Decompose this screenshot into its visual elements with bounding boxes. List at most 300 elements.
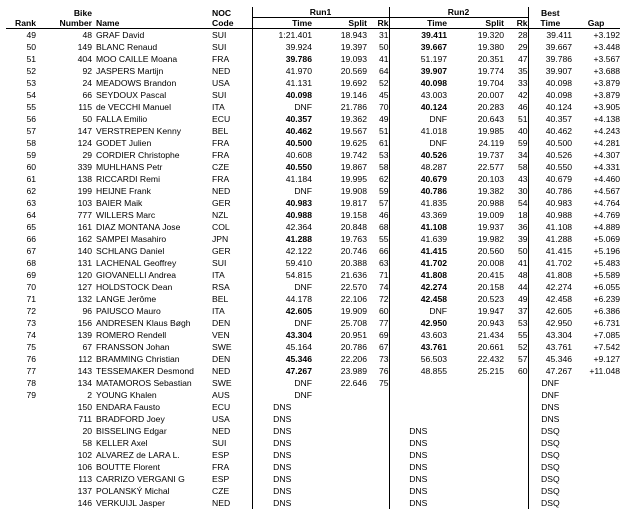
best-time-cell: 40.098 — [528, 89, 572, 101]
run1-time-cell: 40.608 — [252, 149, 312, 161]
best-time-cell: 41.808 — [528, 269, 572, 281]
run2-split-cell: 25.215 — [477, 366, 505, 376]
gap-cell: +4.889 — [593, 222, 621, 232]
best-time-cell: DNF — [528, 389, 572, 401]
run2-rk-cell — [504, 473, 528, 485]
run1-split-cell — [312, 473, 367, 485]
gap-cell: +5.483 — [593, 258, 621, 268]
rank-cell: 71 — [26, 294, 36, 304]
gap-cell: +4.769 — [593, 210, 621, 220]
rider-name-cell: MATAMOROS Sebastian — [96, 378, 192, 388]
run1-time-cell: DNS — [252, 401, 312, 413]
table-row — [6, 365, 620, 377]
bike-number-cell: 199 — [77, 186, 92, 196]
run2-split-cell — [447, 449, 504, 461]
run2-time-cell: 43.003 — [389, 89, 447, 101]
run1-time-cell: 44.178 — [252, 293, 312, 305]
noc-code-cell: RSA — [212, 282, 230, 292]
run2-split-cell: 20.351 — [477, 54, 505, 64]
rider-name-cell: CORDIER Christophe — [96, 150, 180, 160]
noc-code-cell: USA — [212, 78, 230, 88]
run1-rk-cell: 58 — [378, 162, 389, 172]
table-row — [6, 41, 620, 53]
gap-cell: +3.879 — [593, 90, 621, 100]
gap-cell — [572, 437, 620, 449]
run2-header: Run2 — [389, 7, 528, 18]
rider-name-cell: ANDRESEN Klaus Bøgh — [96, 318, 191, 328]
run1-rk-cell: 63 — [378, 258, 389, 268]
noc-code-cell: NED — [212, 426, 231, 436]
run2-time-cell: DNS — [389, 449, 447, 461]
noc-code-cell: ITA — [212, 270, 225, 280]
rank-cell: 63 — [26, 198, 36, 208]
best-time-cell: 43.761 — [528, 341, 572, 353]
table-row — [6, 221, 620, 233]
run2-split-cell: 19.320 — [477, 30, 505, 40]
rank-cell: 77 — [26, 366, 36, 376]
run1-header: Run1 — [252, 7, 389, 18]
rider-name-cell: WILLERS Marc — [96, 210, 156, 220]
table-row — [6, 353, 620, 365]
best-time-cell: 40.983 — [528, 197, 572, 209]
rider-name-cell: RICCARDI Remi — [96, 174, 160, 184]
run2-rk-cell: 48 — [518, 270, 528, 280]
bike-number-cell: 66 — [82, 90, 92, 100]
table-row — [6, 329, 620, 341]
rider-name-cell: DIAZ MONTANA Jose — [96, 222, 181, 232]
noc-code-cell: NED — [212, 366, 231, 376]
table-row — [6, 281, 620, 293]
run1-rk-cell: 57 — [378, 198, 389, 208]
run1-rk-cell — [367, 401, 389, 413]
run1-rk-cell — [367, 497, 389, 509]
noc-code-cell: VEN — [212, 330, 230, 340]
gap-cell: +5.589 — [593, 270, 621, 280]
table-row — [6, 137, 620, 149]
gap-cell: +11.048 — [589, 366, 621, 376]
run1-time-cell: DNF — [252, 377, 312, 389]
run2-time-cell: DNS — [389, 437, 447, 449]
bike-number-cell: 140 — [77, 246, 92, 256]
run1-rk-cell: 31 — [378, 30, 389, 40]
run2-time-cell: 41.018 — [389, 125, 447, 137]
noc-code-cell: FRA — [212, 54, 230, 64]
run1-split-cell: 19.397 — [340, 42, 367, 52]
table-row — [6, 29, 620, 42]
run1-rk-cell: 50 — [378, 42, 389, 52]
rank-cell: 79 — [26, 390, 36, 400]
table-row — [6, 437, 620, 449]
run2-split-cell: 19.704 — [477, 78, 505, 88]
run1-split-header: Split — [312, 18, 367, 29]
run2-time-cell: 43.369 — [389, 209, 447, 221]
run1-rk-cell: 45 — [378, 90, 389, 100]
run1-time-cell: 41.288 — [252, 233, 312, 245]
run2-split-header: Split — [447, 18, 504, 29]
gap-cell — [572, 401, 620, 413]
run2-split-cell — [447, 497, 504, 509]
run2-time-cell: 39.907 — [389, 65, 447, 77]
run2-split-cell: 20.008 — [477, 258, 505, 268]
rider-name-cell: VERKUIJL Jasper — [96, 498, 165, 508]
rider-name-cell: POLANSKÝ Michal — [96, 486, 170, 496]
run2-rk-cell: 59 — [518, 138, 528, 148]
run2-split-cell: 19.985 — [477, 126, 505, 136]
run1-time-cell: 42.122 — [252, 245, 312, 257]
run2-rk-cell: 29 — [518, 42, 528, 52]
run1-rk-cell: 76 — [378, 366, 389, 376]
run2-split-cell: 19.937 — [477, 222, 505, 232]
rider-name-cell: BRAMMING Christian — [96, 354, 180, 364]
run2-time-cell: 41.808 — [389, 269, 447, 281]
gap-cell: +6.239 — [593, 294, 621, 304]
gap-cell — [572, 413, 620, 425]
run1-rk-cell: 69 — [378, 330, 389, 340]
best-time-cell: 41.288 — [528, 233, 572, 245]
gap-cell — [572, 389, 620, 401]
rank-cell: 72 — [26, 306, 36, 316]
run2-rk-cell — [504, 425, 528, 437]
table-row — [6, 89, 620, 101]
gap-cell — [572, 449, 620, 461]
run1-time-cell: 39.786 — [252, 53, 312, 65]
run2-rk-cell: 41 — [518, 258, 528, 268]
run2-rk-cell — [504, 485, 528, 497]
rank-cell: 51 — [26, 54, 36, 64]
rider-name-cell: PAIUSCO Mauro — [96, 306, 161, 316]
bike-number-cell: 147 — [77, 126, 92, 136]
table-row — [6, 185, 620, 197]
bike-number-cell: 29 — [82, 150, 92, 160]
run1-rk-cell: 52 — [378, 78, 389, 88]
run1-time-cell: DNS — [252, 485, 312, 497]
bike-number-cell: 711 — [78, 414, 92, 424]
rank-cell: 64 — [26, 210, 36, 220]
best-time-cell: 40.526 — [528, 149, 572, 161]
run1-rk-cell: 74 — [378, 282, 389, 292]
rank-cell — [6, 437, 36, 449]
run2-rk-cell: 30 — [518, 186, 528, 196]
best-time-cell: DNF — [528, 377, 572, 389]
run2-split-cell: 24.119 — [478, 138, 505, 148]
table-row — [6, 413, 620, 425]
run1-split-cell — [312, 437, 367, 449]
best-time-cell: 40.357 — [528, 113, 572, 125]
rank-cell: 56 — [26, 114, 36, 124]
best-time-cell: 40.098 — [528, 77, 572, 89]
run2-split-cell: 19.947 — [477, 306, 505, 316]
table-row — [6, 485, 620, 497]
run1-split-cell — [312, 485, 367, 497]
best-time-cell: 39.907 — [528, 65, 572, 77]
run1-time-cell: DNF — [252, 185, 312, 197]
best-time-cell: 40.124 — [528, 101, 572, 113]
run1-time-cell: 45.346 — [252, 353, 312, 365]
gap-cell: +3.879 — [593, 78, 621, 88]
rank-cell: 67 — [26, 246, 36, 256]
rank-cell — [6, 497, 36, 509]
run1-split-cell: 20.848 — [340, 222, 367, 232]
noc-code-cell: NED — [212, 186, 231, 196]
bike-number-cell: 138 — [77, 174, 92, 184]
bike-number-cell: 48 — [82, 30, 92, 40]
noc-code-cell: SWE — [212, 378, 232, 388]
run1-time-cell: 47.267 — [252, 365, 312, 377]
run1-split-cell: 20.951 — [340, 330, 367, 340]
rank-cell — [6, 401, 36, 413]
table-row — [6, 425, 620, 437]
bike-number-cell: 92 — [82, 66, 92, 76]
noc-code-cell: SUI — [212, 30, 227, 40]
best-time-cell: 39.667 — [528, 41, 572, 53]
table-row — [6, 401, 620, 413]
noc-code-cell: ITA — [212, 102, 225, 112]
best-time-cell: 45.346 — [528, 353, 572, 365]
gap-cell: +3.448 — [593, 42, 621, 52]
gap-cell — [572, 425, 620, 437]
run2-split-cell: 20.523 — [477, 294, 505, 304]
run1-split-cell — [312, 449, 367, 461]
rider-name-cell: ROMERO Rendell — [96, 330, 167, 340]
run1-time-cell: 41.131 — [252, 77, 312, 89]
run1-rk-cell: 46 — [378, 210, 389, 220]
run2-time-cell: DNS — [389, 485, 447, 497]
run1-rk-cell — [367, 437, 389, 449]
run1-split-cell: 19.763 — [340, 234, 367, 244]
run2-time-cell: DNS — [389, 473, 447, 485]
bike-number-cell: 50 — [82, 114, 92, 124]
run2-split-cell: 20.643 — [477, 114, 505, 124]
rank-cell: 65 — [26, 222, 36, 232]
run1-time-cell: DNS — [252, 461, 312, 473]
gap-cell: +4.138 — [593, 114, 621, 124]
gap-cell: +3.567 — [593, 54, 621, 64]
run1-split-cell: 19.909 — [340, 306, 367, 316]
run1-rk-cell: 61 — [378, 138, 389, 148]
noc-code-cell: AUS — [212, 390, 230, 400]
rider-name-cell: LANGE Jerôme — [96, 294, 157, 304]
run2-time-cell: DNS — [389, 497, 447, 509]
run1-time-cell: 45.164 — [252, 341, 312, 353]
rank-cell: 75 — [26, 342, 36, 352]
table-row — [6, 293, 620, 305]
table-row — [6, 233, 620, 245]
noc-code-cell: USA — [212, 414, 230, 424]
run1-rk-cell: 55 — [378, 234, 389, 244]
rank-cell: 76 — [26, 354, 36, 364]
gap-cell — [572, 461, 620, 473]
run1-split-cell: 19.625 — [340, 138, 367, 148]
gap-cell: +4.243 — [593, 126, 621, 136]
noc-code-cell: ECU — [212, 114, 231, 124]
run2-time-cell: 39.667 — [389, 41, 447, 53]
run2-split-cell: 20.415 — [477, 270, 505, 280]
rider-name-cell: JASPERS Martijn — [96, 66, 164, 76]
table-row — [6, 113, 620, 125]
bike-number-cell: 20 — [82, 426, 92, 436]
table-row — [6, 53, 620, 65]
run1-time-cell: 40.357 — [252, 113, 312, 125]
run2-time-header: Time — [389, 18, 447, 29]
rank-cell: 58 — [26, 138, 36, 148]
rider-name-cell: MOO CAILLE Moana — [96, 54, 178, 64]
run2-rk-cell: 18 — [518, 210, 528, 220]
run1-rk-cell — [367, 473, 389, 485]
run1-rk-cell: 51 — [378, 126, 389, 136]
run2-rk-cell — [504, 377, 528, 389]
table-row — [6, 65, 620, 77]
run2-split-cell: 20.283 — [477, 102, 505, 112]
rider-name-cell: VERSTREPEN Kenny — [96, 126, 182, 136]
run1-split-cell: 19.567 — [340, 126, 367, 136]
noc-code-cell: ESP — [212, 474, 230, 484]
run1-rk-cell: 72 — [378, 294, 389, 304]
run2-rk-cell: 60 — [518, 366, 528, 376]
results-table — [6, 7, 620, 509]
run2-time-cell: DNF — [389, 137, 447, 149]
rider-name-cell: FRANSSON Johan — [96, 342, 170, 352]
best-time-cell: 41.702 — [528, 257, 572, 269]
noc-code-cell: GER — [212, 246, 231, 256]
best-time-cell: DSQ — [528, 461, 572, 473]
table-row — [6, 269, 620, 281]
noc-code-cell: ECU — [212, 402, 231, 412]
noc-code-cell: FRA — [212, 150, 230, 160]
table-row — [6, 245, 620, 257]
rider-name-cell: KELLER Axel — [96, 438, 148, 448]
run1-rk-cell: 49 — [378, 114, 389, 124]
run2-split-cell: 20.007 — [477, 90, 505, 100]
run1-time-cell: 54.815 — [252, 269, 312, 281]
gap-cell: +6.386 — [593, 306, 621, 316]
gap-cell: +4.460 — [593, 174, 621, 184]
rider-name-cell: GRAF David — [96, 30, 145, 40]
rider-name-cell: MEADOWS Brandon — [96, 78, 177, 88]
best-time-cell: 42.274 — [528, 281, 572, 293]
noc-code-cell: FRA — [212, 174, 230, 184]
run2-rk-cell: 43 — [518, 174, 528, 184]
run2-split-cell: 20.988 — [477, 198, 505, 208]
run1-rk-cell: 59 — [378, 186, 389, 196]
table-row — [6, 125, 620, 137]
rider-name-cell: CARRIZO VERGANI G — [96, 474, 185, 484]
bike-number-cell: 106 — [77, 462, 92, 472]
run1-split-cell: 23.989 — [340, 366, 367, 376]
run2-rk-cell: 44 — [518, 282, 528, 292]
noc-code-cell: NED — [212, 498, 231, 508]
run2-time-cell: 48.287 — [389, 161, 447, 173]
run1-time-cell: 42.605 — [252, 305, 312, 317]
table-row — [6, 449, 620, 461]
best-time-cell: DSQ — [528, 437, 572, 449]
noc-code-cell: COL — [212, 222, 230, 232]
rider-name-cell: GIOVANELLI Andrea — [96, 270, 177, 280]
run2-rk-cell: 57 — [518, 354, 528, 364]
rank-cell: 69 — [26, 270, 36, 280]
run1-rk-cell: 75 — [378, 378, 389, 388]
run2-time-cell: 56.503 — [389, 353, 447, 365]
run2-rk-cell: 28 — [518, 30, 528, 40]
table-row — [6, 77, 620, 89]
run2-time-cell — [389, 413, 447, 425]
run2-time-cell — [389, 377, 447, 389]
run1-rk-cell — [367, 485, 389, 497]
run2-rk-cell — [504, 449, 528, 461]
best-time-cell: 40.462 — [528, 125, 572, 137]
run2-time-cell — [389, 401, 447, 413]
table-row — [6, 497, 620, 509]
run2-time-cell: 51.197 — [389, 53, 447, 65]
rider-name-cell: de VECCHI Manuel — [96, 102, 171, 112]
run2-split-cell: 20.158 — [477, 282, 505, 292]
run2-time-cell: 42.950 — [389, 317, 447, 329]
run1-split-cell — [312, 461, 367, 473]
best-time-cell: 40.679 — [528, 173, 572, 185]
noc-code-cell: SUI — [212, 90, 227, 100]
best-time-cell: 39.411 — [528, 29, 572, 42]
run2-time-cell: 41.835 — [389, 197, 447, 209]
rider-name-cell: TESSEMAKER Desmond — [96, 366, 194, 376]
noc-code-cell: NZL — [212, 210, 229, 220]
bike-number-cell: 149 — [77, 42, 92, 52]
gap-cell: +3.905 — [593, 102, 621, 112]
run1-split-cell: 19.817 — [340, 198, 367, 208]
best-time-cell: 47.267 — [528, 365, 572, 377]
best-time-cell: 41.108 — [528, 221, 572, 233]
run2-rk-cell: 49 — [518, 294, 528, 304]
best-time-cell: 42.458 — [528, 293, 572, 305]
run1-split-cell: 25.708 — [340, 318, 367, 328]
bike-number-cell: 143 — [77, 366, 92, 376]
rank-cell: 70 — [26, 282, 36, 292]
rider-name-cell: HOLDSTOCK Dean — [96, 282, 173, 292]
run2-time-cell: 42.274 — [389, 281, 447, 293]
best-time-cell: 40.550 — [528, 161, 572, 173]
rank-cell: 61 — [26, 174, 36, 184]
run1-rk-header: Rk — [367, 18, 389, 29]
rank-cell: 66 — [26, 234, 36, 244]
rank-cell — [6, 425, 36, 437]
run1-time-cell: DNF — [252, 317, 312, 329]
bike-number-cell: 139 — [77, 330, 92, 340]
bike-number-cell: 777 — [77, 210, 92, 220]
rider-name-cell: SCHLANG Daniel — [96, 246, 165, 256]
rank-cell: 52 — [26, 66, 36, 76]
rank-cell: 55 — [26, 102, 36, 112]
rank-cell: 62 — [26, 186, 36, 196]
best-time-cell: 39.786 — [528, 53, 572, 65]
run1-rk-cell: 73 — [378, 354, 389, 364]
run2-rk-cell: 36 — [518, 222, 528, 232]
run1-split-cell — [312, 389, 367, 401]
table-row — [6, 317, 620, 329]
run2-split-cell: 20.943 — [477, 318, 505, 328]
noc-code-cell: DEN — [212, 318, 231, 328]
rank-cell: 74 — [26, 330, 36, 340]
run1-time-cell: DNS — [252, 473, 312, 485]
run1-rk-cell: 64 — [378, 66, 389, 76]
run1-rk-cell: 71 — [378, 270, 389, 280]
gap-cell: +4.567 — [593, 186, 621, 196]
gap-cell: +7.542 — [593, 342, 621, 352]
rank-cell: 59 — [26, 150, 36, 160]
gap-cell — [572, 497, 620, 509]
rank-cell: 53 — [26, 78, 36, 88]
bike-number-cell: 67 — [82, 342, 92, 352]
run1-time-cell: 40.098 — [252, 89, 312, 101]
header-row-top — [6, 7, 620, 18]
bike-number-cell: 127 — [77, 282, 92, 292]
